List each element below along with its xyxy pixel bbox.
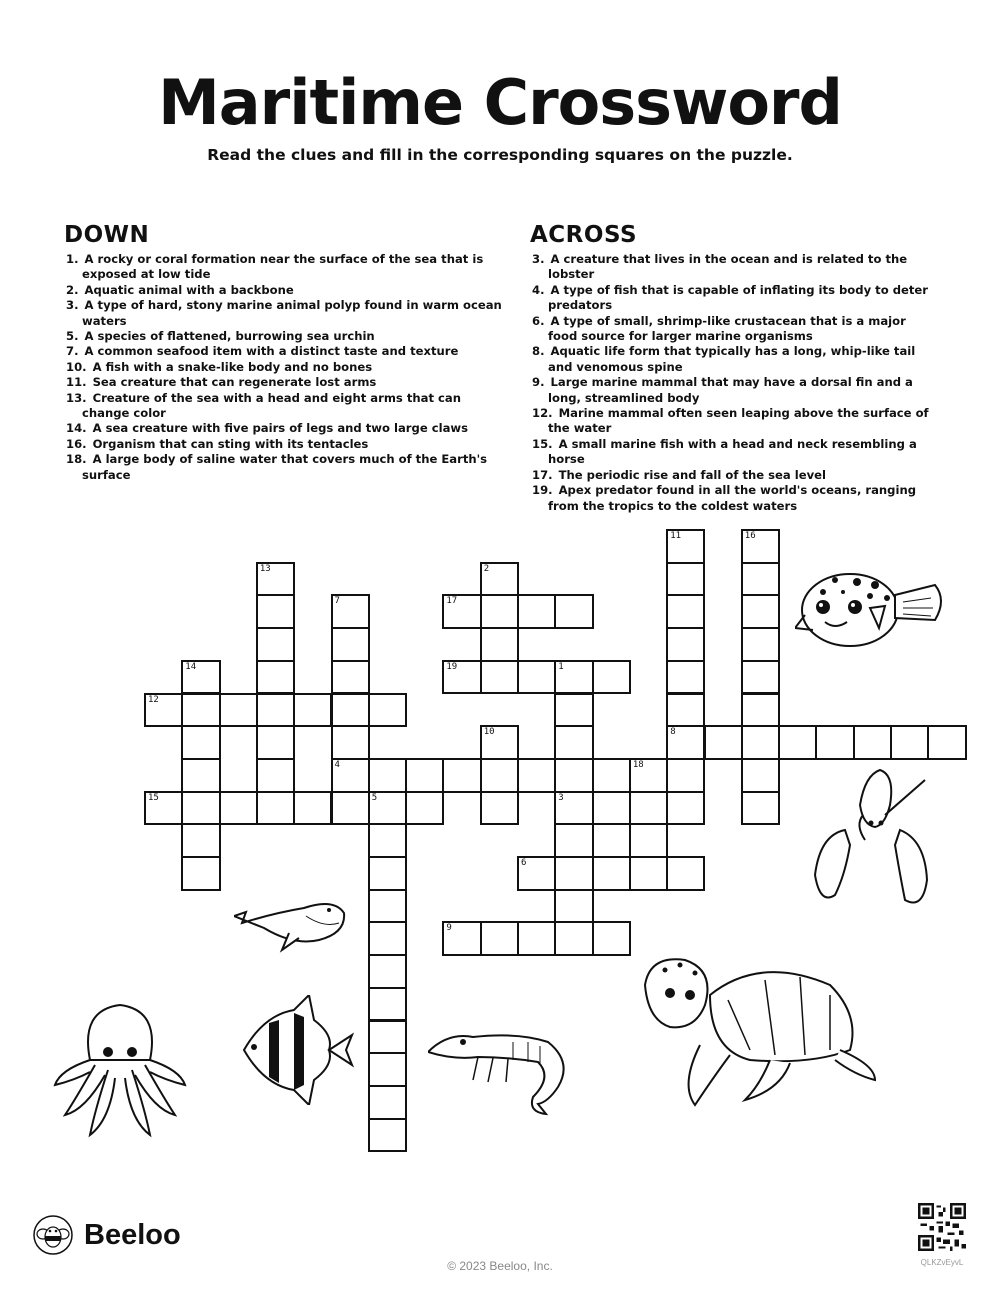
crossword-cell[interactable] [256,562,295,597]
crossword-cell[interactable] [629,791,668,826]
crossword-cell[interactable] [592,660,631,695]
page-subtitle: Read the clues and fill in the corresponding squares on the puzzle. [207,146,793,164]
crossword-cell[interactable] [256,725,295,760]
lobster-illustration [805,765,935,915]
crossword-cell[interactable] [666,660,705,695]
crossword-cell[interactable] [331,758,370,793]
copyright-text: © 2023 Beeloo, Inc. [447,1259,553,1273]
cell-number: 14 [185,661,197,672]
crossword-cell[interactable] [442,594,481,629]
crossword-cell[interactable] [853,725,892,760]
crossword-cell[interactable] [666,856,705,891]
cell-number: 5 [371,792,378,803]
clue-number: 5. [66,329,83,344]
crossword-cell[interactable] [368,693,407,728]
clue-number: 2. [66,282,83,297]
crossword-cell[interactable] [368,954,407,989]
crossword-cell[interactable] [181,856,220,891]
clue-number: 1. [66,252,83,266]
crossword-cell[interactable] [368,1118,407,1153]
crossword-cell[interactable] [181,791,220,826]
crossword-cell[interactable] [368,758,407,793]
crossword-cell[interactable] [741,791,780,826]
crossword-cell[interactable] [592,791,631,826]
crossword-cell[interactable] [480,791,519,826]
crossword-cell[interactable] [181,758,220,793]
cell-number: 8 [670,727,676,738]
crossword-cell[interactable] [741,758,780,793]
crossword-cell[interactable] [368,889,407,924]
crossword-cell[interactable] [331,594,370,629]
across-heading: ACROSS [530,222,638,248]
clue-number: 9. [532,375,549,390]
clue-number: 3. [532,252,549,266]
clue-text: The periodic rise and fall of the sea level [558,467,826,482]
down-heading: DOWN [64,222,150,248]
crossword-cell[interactable] [368,823,407,858]
clue-text: A type of small, shrimp-like crustacean that is a major food source for larger marine organisms [548,313,906,344]
clue-text: Aquatic life form that typically has a long, whip-like tail and venomous spine [548,344,916,374]
crossword-cell[interactable] [331,725,370,760]
crossword-cell[interactable] [219,791,258,826]
crossword-cell[interactable] [368,791,407,826]
crossword-cell[interactable] [368,921,407,956]
crossword-cell[interactable] [554,856,593,891]
crossword-cell[interactable] [741,562,780,597]
clue-text: Organism that can sting with its tentacles [92,436,369,451]
clue-text: A large body of saline water that covers much of the Earth's surface [82,452,488,482]
crossword-cell[interactable] [666,562,705,597]
clue-number: 15. [532,436,557,451]
octopus-illustration [50,1000,190,1140]
crossword-cell[interactable] [256,791,295,826]
crossword-cell[interactable] [592,921,631,956]
crossword-cell[interactable] [181,823,220,858]
crossword-cell[interactable] [368,1085,407,1120]
crossword-cell[interactable] [927,725,966,760]
crossword-cell[interactable] [517,856,556,891]
clue-text: Marine mammal often seen leaping above the surface of the water [548,406,929,436]
clue-text: A rocky or coral formation near the surface of the sea that is exposed at low tide [82,252,484,282]
crossword-cell[interactable] [293,693,332,728]
clue-number: 4. [532,282,549,297]
crossword-cell[interactable] [554,889,593,924]
brand-name: Beeloo [84,1218,181,1251]
beeloo-logo [32,1214,181,1256]
crossword-cell[interactable] [592,758,631,793]
clue-number: 12. [532,406,557,421]
crossword-cell[interactable] [517,594,556,629]
clue-text: A species of flattened, burrowing sea urchin [84,329,375,344]
crossword-cell[interactable] [741,660,780,695]
clue-text: Creature of the sea with a head and eight arms that can change color [82,390,462,421]
clue-number: 6. [532,313,549,328]
crossword-cell[interactable] [666,529,705,564]
clue-number: 16. [66,436,91,451]
crossword-cell[interactable] [554,660,593,695]
cell-number: 15 [148,792,159,803]
clue-text: A creature that lives in the ocean and is related to the lobster [548,252,908,282]
clue-number: 3. [66,298,83,313]
clue-number: 11. [66,375,91,390]
crossword-cell[interactable] [368,1052,407,1087]
sea-turtle-illustration [640,955,880,1115]
cell-number: 16 [744,531,756,541]
cell-number: 17 [446,596,458,607]
crossword-cell[interactable] [666,594,705,629]
clue-text: A sea creature with five pairs of legs and two large claws [92,421,468,436]
crossword-cell[interactable] [629,823,668,858]
crossword-cell[interactable] [517,758,556,793]
cell-number: 6 [521,858,527,868]
angelfish-illustration [234,995,354,1105]
crossword-cell[interactable] [480,627,519,662]
clue-text: Sea creature that can regenerate lost arms [92,375,377,390]
qr-code-label: QLKZvEyvL [920,1258,964,1267]
clue-number: 13. [66,390,91,405]
crossword-cell[interactable] [592,856,631,891]
crossword-cell[interactable] [554,693,593,728]
clue-text: A common seafood item with a distinct taste and texture [84,344,459,359]
crossword-cell[interactable] [181,725,220,760]
clue-number: 14. [66,421,91,436]
crossword-cell[interactable] [741,725,780,760]
crossword-cell[interactable] [666,627,705,662]
cell-number: 4 [334,759,340,770]
clue-text: Apex predator found in all the world's oceans, ranging from the tropics to the coldest waters [548,483,917,513]
crossword-cell[interactable] [741,693,780,728]
crossword-cell[interactable] [517,660,556,695]
crossword-cell[interactable] [368,1020,407,1055]
crossword-cell[interactable] [778,725,817,760]
crossword-cell[interactable] [368,856,407,891]
clue-number: 19. [532,483,557,498]
cell-number: 3 [558,792,564,803]
crossword-cell[interactable] [815,725,854,760]
clue-text: A type of fish that is capable of inflating its body to deter predators [548,282,928,313]
crossword-cell[interactable] [666,693,705,728]
crossword-cell[interactable] [331,627,370,662]
crossword-cell[interactable] [442,758,481,793]
clue-number: 10. [66,359,91,374]
crossword-cell[interactable] [629,856,668,891]
crossword-cell[interactable] [219,693,258,728]
crossword-cell[interactable] [405,758,444,793]
shrimp-illustration [428,1022,578,1117]
qr-code[interactable] [918,1203,966,1251]
clue-text: A type of hard, stony marine animal polyp found in warm ocean waters [82,298,502,328]
crossword-cell[interactable] [480,594,519,629]
cell-number: 7 [334,596,340,607]
crossword-cell[interactable] [704,725,743,760]
crossword-cell[interactable] [666,725,705,760]
crossword-cell[interactable] [480,562,519,597]
crossword-cell[interactable] [256,627,295,662]
crossword-cell[interactable] [666,791,705,826]
cell-number: 19 [446,661,458,672]
crossword-cell[interactable] [480,660,519,695]
crossword-cell[interactable] [256,693,295,728]
crossword-cell[interactable] [554,725,593,760]
crossword-cell[interactable] [331,791,370,826]
crossword-cell[interactable] [517,921,556,956]
clue-text: A fish with a snake-like body and no bones [92,359,373,374]
crossword-cell[interactable] [181,693,220,728]
clue-number: 7. [66,344,83,359]
crossword-cell[interactable] [331,693,370,728]
cell-number: 11 [670,531,682,541]
crossword-cell[interactable] [368,987,407,1022]
crossword-cell[interactable] [554,791,593,826]
clue-text: Aquatic animal with a backbone [84,282,294,297]
clue-number: 18. [66,452,91,467]
crossword-cell[interactable] [480,921,519,956]
cell-number: 18 [632,759,644,770]
clue-text: A small marine fish with a head and neck resembling a horse [548,436,917,467]
crossword-cell[interactable] [256,594,295,629]
crossword-cell[interactable] [480,725,519,760]
cell-number: 9 [446,923,452,934]
crossword-cell[interactable] [442,660,481,695]
crossword-cell[interactable] [480,758,519,793]
crossword-cell[interactable] [331,660,370,695]
crossword-cell[interactable] [181,660,220,695]
cell-number: 13 [259,563,271,574]
pufferfish-illustration [795,560,950,650]
crossword-cell[interactable] [293,791,332,826]
cell-number: 2 [483,563,490,574]
crossword-cell[interactable] [405,791,444,826]
crossword-cell[interactable] [144,791,183,826]
crossword-cell[interactable] [144,693,183,728]
crossword-cell[interactable] [890,725,929,760]
crossword-cell[interactable] [256,758,295,793]
whale-illustration [234,888,349,953]
bee-icon [32,1214,74,1256]
crossword-cell[interactable] [554,823,593,858]
crossword-cell[interactable] [554,758,593,793]
crossword-cell[interactable] [629,758,668,793]
clue-number: 8. [532,344,549,359]
crossword-cell[interactable] [554,921,593,956]
crossword-cell[interactable] [741,594,780,629]
page-title: Maritime Crossword [158,66,842,139]
cell-number: 1 [558,661,564,672]
crossword-cell[interactable] [666,758,705,793]
crossword-cell[interactable] [741,627,780,662]
crossword-cell[interactable] [741,529,780,564]
crossword-cell[interactable] [442,921,481,956]
crossword-cell[interactable] [554,594,593,629]
clue-text: Large marine mammal that may have a dorsal fin and a long, streamlined body [548,375,913,405]
crossword-cell[interactable] [256,660,295,695]
cell-number: 10 [483,727,495,738]
clue-number: 17. [532,467,557,482]
cell-number: 12 [148,694,159,705]
